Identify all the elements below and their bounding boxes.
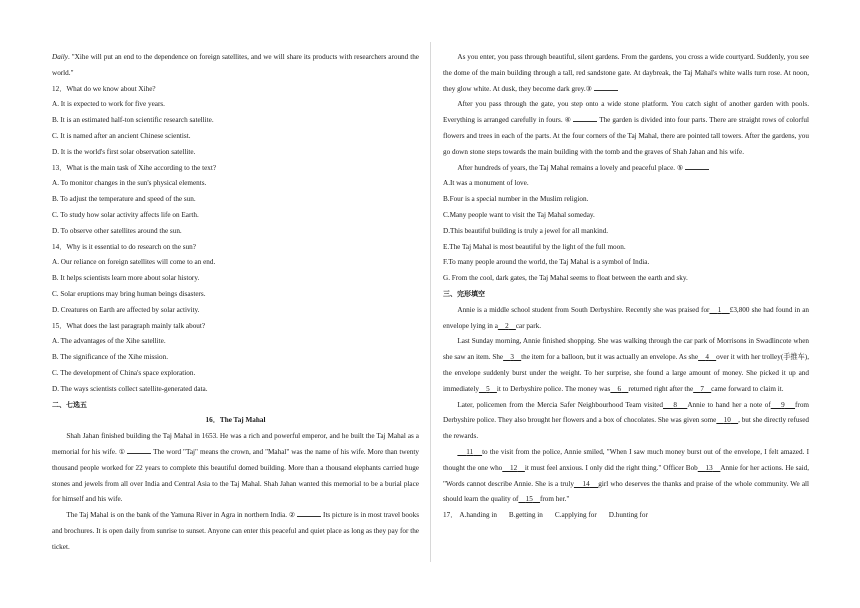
paragraph-text: girl who deserves the thanks and praise of the whole community. We all should learn the quality of [443,479,810,504]
blank-number: 9 [781,400,785,409]
paragraph-text: Its picture is in most travel books and brochures. It is open daily from sunrise to sunset. Anyone can enter this peaceful and quiet place as long as they pay for the ticket. [52,511,420,551]
q17-option-a: A.handing in [459,511,497,520]
taj-paragraph-3 [443,50,809,97]
q12-option: B. It is an estimated half-ton scientific research satellite. [52,116,214,125]
cloze-paragraph-2 [443,334,809,397]
paragraph-text: , but she directly refused the rewards. [443,416,810,441]
blank-number: 1 [717,305,722,314]
paragraph-text: £3,800 she had found in an envelope lying in a [443,305,810,330]
paragraph-text: from her." [540,495,570,504]
q17-option-c: C.applying for [554,511,597,520]
answer-blank-3[interactable] [594,82,618,91]
cloze-blank[interactable] [698,464,721,472]
cloze-paragraph-1 [443,303,809,335]
cloze-blank[interactable] [716,416,738,424]
answer-blank-5[interactable] [685,161,709,170]
option-b: B.Four is a special number in the Muslim religion. [443,195,589,204]
paragraph-text: Annie to hand her a note of [687,400,771,409]
q15-option: A. The advantages of the Xihe satellite. [52,337,166,346]
cloze-blank[interactable] [663,401,687,409]
paragraph-text: the item for a balloon, but it was actually an envelope. As she [521,353,699,362]
q17-option-d: D.hunting for [608,511,648,520]
blank-number: 13 [705,463,713,472]
paragraph-text: The Taj Mahal is on the bank of the Yamuna River in Agra in northern India. ② [66,511,296,520]
option-c: C.Many people want to visit the Taj Mahal someday. [443,210,595,219]
cloze-blank[interactable] [502,464,525,472]
paragraph-text: After you pass through the gate, you step onto a wide stone platform. You catch sight of another garden with pools. Everything is arranged carefully in fours. ④ [443,100,809,125]
blank-number: 3 [510,353,514,362]
paragraph-text: came forward to claim it. [711,384,784,393]
right-column [443,50,809,524]
question-number: 17． [443,511,458,520]
cloze-blank[interactable] [693,385,711,393]
paragraph-text: Later, policemen from the Mercia Safer Neighbourhood Team visited [457,400,663,409]
question-12: 12．What do we know about Xihe? [52,84,156,93]
taj-paragraph-4 [443,97,809,160]
left-column [52,50,419,556]
blank-number: 8 [673,400,677,409]
answer-blank-2[interactable] [297,508,321,517]
blank-number: 5 [486,384,490,393]
cloze-blank[interactable] [479,385,497,393]
q12-option: D. It is the world's first solar observation satellite. [52,147,196,156]
question-17 [443,508,809,524]
cloze-paragraph-3 [443,398,809,445]
paragraph-text: to the visit from the police, Annie smiled, "When I saw much money burst out of the envelope, I felt amazed. I thought the one who [443,447,809,472]
paragraph-text: Shah Jahan finished building the Taj Mahal in 1653. He was a rich and powerful emperor, and he built the Taj Mahal as a memorial for his wife. ① [52,432,419,456]
intro-paragraph [52,50,419,82]
section-heading-seven-choose-five: 二、七选五 [52,400,87,409]
paragraph-text: over it with her trolley(手推车), the envelope suddenly burst under the weight. To her surprise, she found a large amount of money. She picked it up and immediately [443,353,809,393]
passage-title: 16．The Taj Mahal [205,416,266,425]
cloze-blank[interactable] [610,385,628,393]
paragraph-text: As you enter, you pass through beautiful, silent gardens. From the gardens, you cross a wide courtyard. Suddenly, you see the dome of the main building through a tall, red sandstone gate. At daybreak, the Taj Mahal's white walls turn rose. At noon, they glow white. At dusk, they become dark grey.③ [443,53,809,93]
q15-option: C. The development of China's space exploration. [52,368,196,377]
taj-paragraph-5 [443,161,809,177]
blank-number: 10 [723,416,731,425]
paragraph-text: After hundreds of years, the Taj Mahal remains a lovely and peaceful place. ⑤ [457,163,684,172]
blank-number: 6 [617,384,622,393]
question-13: 13．What is the main task of Xihe according to the text? [52,163,217,172]
cloze-blank[interactable] [457,448,482,456]
q13-option: B. To adjust the temperature and speed of the sun. [52,195,196,204]
cloze-blank[interactable] [698,353,716,361]
paragraph-text: it to Derbyshire police. The money was [496,384,611,393]
paragraph-text: Last Sunday morning, Annie finished shopping. She was walking through the car park of Morrisons in Swadlincote when she saw an item. She [443,337,809,362]
q15-option: D. The ways scientists collect satellite-generated data. [52,384,208,393]
cloze-blank[interactable] [709,306,729,314]
blank-number: 12 [509,463,518,472]
option-e: E.The Taj Mahal is most beautiful by the light of the full moon. [443,242,626,251]
taj-paragraph-1 [52,429,419,508]
intro-italic: Daily [52,53,68,61]
q12-option: A. It is expected to work for five years. [52,100,165,109]
q13-option: A. To monitor changes in the sun's physical elements. [52,179,207,188]
cloze-blank[interactable] [498,322,516,330]
question-14: 14．Why is it essential to do research on the sun? [52,242,196,251]
paragraph-text: Annie is a middle school student from South Derbyshire. Recently she was praised for [457,305,710,314]
answer-blank-1[interactable] [127,445,151,454]
question-15: 15．What does the last paragraph mainly talk about? [52,321,206,330]
option-g: G. From the cool, dark gates, the Taj Mahal seems to float between the earth and sky. [443,274,688,283]
cloze-blank[interactable] [574,480,598,488]
cloze-blank[interactable] [518,495,540,503]
answer-blank-4[interactable] [573,113,597,122]
q14-option: B. It helps scientists learn more about solar history. [52,274,200,283]
blank-number: 14 [582,479,590,488]
cloze-paragraph-4 [443,445,809,508]
q13-option: C. To study how solar activity affects life on Earth. [52,210,199,219]
option-d: D.This beautiful building is truly a jewel for all mankind. [443,226,609,235]
q14-option: A. Our reliance on foreign satellites will come to an end. [52,258,216,267]
taj-paragraph-2 [52,508,419,555]
q17-option-b: B.getting in [508,511,543,520]
paragraph-text: returned right after the [628,384,694,393]
cloze-blank[interactable] [503,353,521,361]
q13-option: D. To observe other satellites around the sun. [52,226,182,235]
paragraph-text: The garden is divided into four parts. There are straight rows of colorful flowers and trees in each of the parts. At the four corners of the Taj Mahal, there are pointed tall towers. After the gardens, you go down stone steps towards the main building with the tomb and the graves of Shah Jahan and his wife. [443,116,810,156]
paragraph-text: The word "Taj" means the crown, and "Mahal" was the name of his wife. More than twenty thousand people worked for 22 years to complete this beautiful domed building. More than a thousand elephants carried huge stones and jewels from all over India and Central Asia to the Taj Mahal. Shah Jahan wanted this memorial to be a burial place for himself and his wife. [52,447,419,504]
cloze-blank[interactable] [771,401,795,409]
section-heading-cloze: 三、完形填空 [443,289,485,298]
paragraph-text: it must feel anxious. I only did the right thing." Officer Bob [524,463,698,472]
blank-number: 2 [505,321,509,330]
paragraph-text: Annie for her actions. He said, "Words cannot describe Annie. She is a truly [443,463,810,488]
blank-number: 15 [525,495,533,504]
blank-number: 11 [466,447,474,456]
option-f: F.To many people around the world, the Taj Mahal is a symbol of India. [443,258,650,267]
paragraph-text: car park. [515,321,541,330]
q15-option: B. The significance of the Xihe mission. [52,353,169,362]
column-divider [430,42,431,562]
q12-option: C. It is named after an ancient Chinese scientist. [52,131,191,140]
option-a: A.It was a monument of love. [443,179,529,188]
paragraph-text: from Derbyshire police. They also brought her flowers and a box of chocolates. She was given some [443,400,810,425]
q14-option: D. Creatures on Earth are affected by solar activity. [52,305,200,314]
blank-number: 4 [705,353,709,362]
q14-option: C. Solar eruptions may bring human beings disasters. [52,289,206,298]
intro-text: . "Xihe will put an end to the dependence on foreign satellites, and we will share its products with researchers around the world." [52,53,419,77]
blank-number: 7 [700,384,704,393]
